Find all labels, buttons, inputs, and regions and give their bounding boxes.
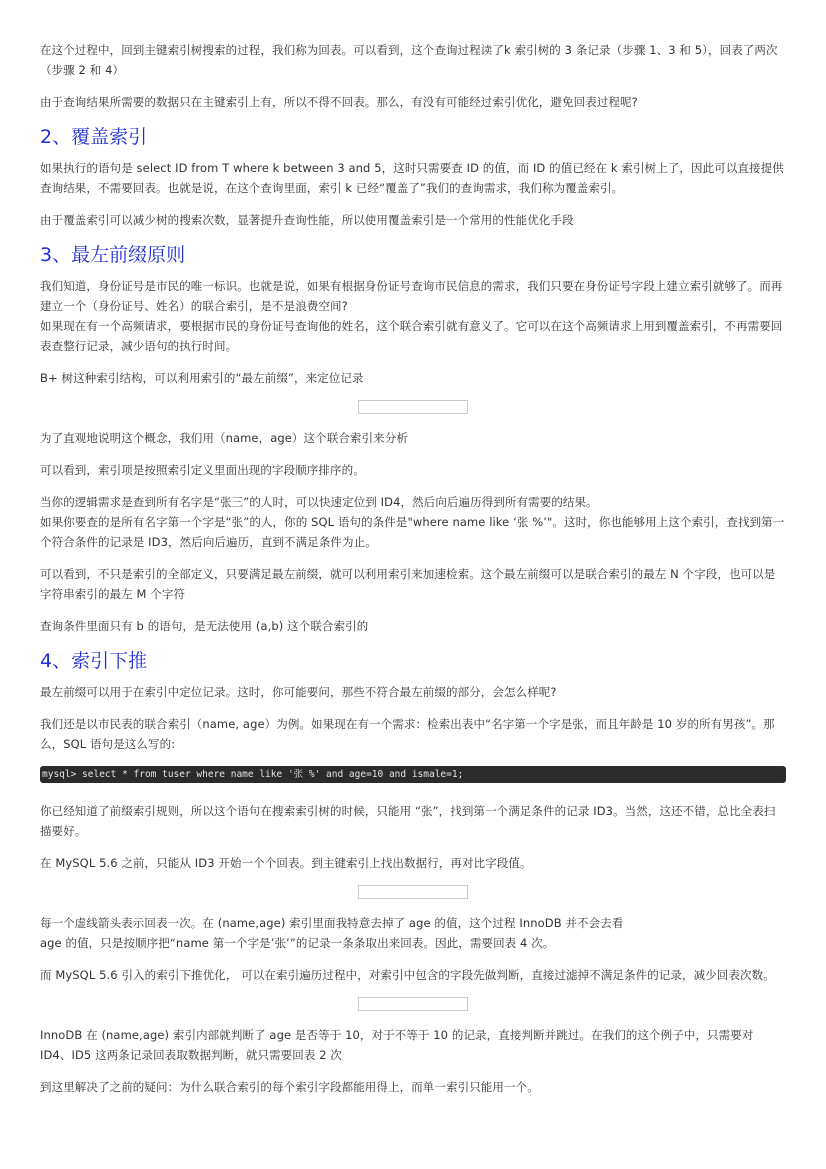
paragraph: 到这里解决了之前的疑问：为什么联合索引的每个索引字段都能用得上，而单一索引只能用一个。 (40, 1080, 539, 1094)
paragraph: 如果执行的语句是 select ID from T where k between 3 and 5，这时只需要查 ID 的值，而 ID 的值已经在 k 索引树上了，因此可以直接提供查询结果，不需要回表。也就是说，在这个查询里面，索引 k 已经“覆盖了”我们的查询需求，我们称为覆盖索引。 (40, 161, 784, 195)
image-placeholder (358, 997, 468, 1011)
section-heading-index-pushdown: 4、索引下推 (40, 650, 148, 672)
image-placeholder (358, 400, 468, 414)
paragraph: age 的值，只是按顺序把“name 第一个字是’张’”的记录一条条取出来回表。因此，需要回表 4 次。 (40, 936, 555, 950)
section-heading-covering-index: 2、覆盖索引 (40, 126, 148, 148)
paragraph: 由于覆盖索引可以减少树的搜索次数，显著提升查询性能，所以使用覆盖索引是一个常用的性能优化手段 (40, 213, 574, 227)
paragraph: 可以看到，索引项是按照索引定义里面出现的字段顺序排序的。 (40, 463, 365, 477)
paragraph: 为了直观地说明这个概念，我们用（name，age）这个联合索引来分析 (40, 431, 408, 445)
paragraph: 如果你要查的是所有名字第一个字是“张”的人，你的 SQL 语句的条件是"where name like ‘张 %’"。这时，你也能够用上这个索引，查找到第一个符合条件的记录是 ID3，然后向后遍历，直到不满足条件为止。 (40, 515, 785, 549)
paragraph: 可以看到，不只是索引的全部定义，只要满足最左前缀，就可以利用索引来加速检索。这个最左前缀可以是联合索引的最左 N 个字段，也可以是字符串索引的最左 M 个字符 (40, 567, 776, 601)
image-placeholder (358, 885, 468, 899)
paragraph: 在 MySQL 5.6 之前，只能从 ID3 开始一个个回表。到主键索引上找出数据行，再对比字段值。 (40, 856, 532, 870)
paragraph: 最左前缀可以用于在索引中定位记录。这时，你可能要问，那些不符合最左前缀的部分，会怎么样呢? (40, 685, 557, 699)
paragraph: B+ 树这种索引结构，可以利用索引的“最左前缀”，来定位记录 (40, 371, 364, 385)
paragraph: 如果现在有一个高频请求，要根据市民的身份证号查询他的姓名，这个联合索引就有意义了。它可以在这个高频请求上用到覆盖索引，不再需要回表查整行记录，减少语句的执行时间。 (40, 319, 783, 353)
paragraph: 在这个过程中，回到主键索引树搜索的过程，我们称为回表。可以看到，这个查询过程读了k 索引树的 3 条记录（步骤 1、3 和 5），回表了两次（步骤 2 和 4） (40, 43, 778, 77)
document-page (40, 40, 786, 1109)
code-block: mysql> select * from tuser where name like '张 %' and age=10 and ismale=1; (40, 766, 786, 783)
paragraph: 每一个虚线箭头表示回表一次。在 (name,age) 索引里面我特意去掉了 age 的值，这个过程 InnoDB 并不会去看 (40, 916, 624, 930)
paragraph: 由于查询结果所需要的数据只在主键索引上有，所以不得不回表。那么，有没有可能经过索引优化，避免回表过程呢? (40, 95, 638, 109)
paragraph: 而 MySQL 5.6 引入的索引下推优化， 可以在索引遍历过程中，对索引中包含的字段先做判断，直接过滤掉不满足条件的记录，减少回表次数。 (40, 968, 775, 982)
paragraph: 你已经知道了前缀索引规则，所以这个语句在搜索索引树的时候，只能用 “张”，找到第一个满足条件的记录 ID3。当然，这还不错，总比全表扫描要好。 (40, 804, 776, 838)
paragraph: InnoDB 在 (name,age) 索引内部就判断了 age 是否等于 10，对于不等于 10 的记录，直接判断并跳过。在我们的这个例子中，只需要对 ID4、ID5 这两条记录回表取数据判断，就只需要回表 2 次 (40, 1028, 754, 1062)
paragraph: 我们知道，身份证号是市民的唯一标识。也就是说，如果有根据身份证号查询市民信息的需求，我们只要在身份证号字段上建立索引就够了。而再建立一个（身份证号、姓名）的联合索引，是不是浪费空间? (40, 279, 783, 313)
paragraph: 我们还是以市民表的联合索引（name, age）为例。如果现在有一个需求：检索出表中“名字第一个字是张，而且年龄是 10 岁的所有男孩”。那么，SQL 语句是这么写的: (40, 717, 775, 751)
section-heading-leftmost-prefix: 3、最左前缀原则 (40, 244, 186, 266)
paragraph: 当你的逻辑需求是查到所有名字是“张三”的人时，可以快速定位到 ID4，然后向后遍历得到所有需要的结果。 (40, 495, 598, 509)
paragraph: 查询条件里面只有 b 的语句，是无法使用 (a,b) 这个联合索引的 (40, 619, 369, 633)
